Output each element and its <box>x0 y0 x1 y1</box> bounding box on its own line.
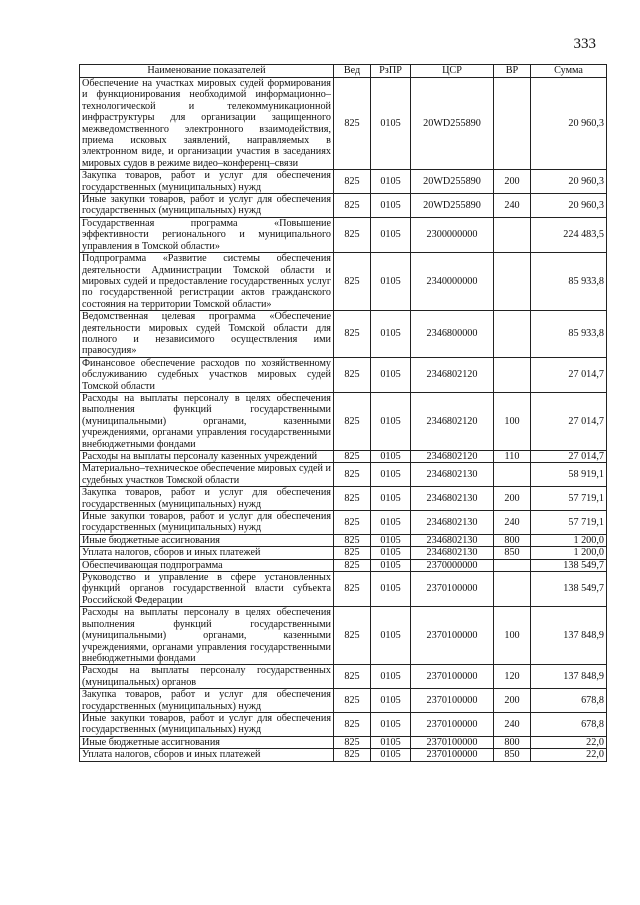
cell-vr: 120 <box>494 665 531 689</box>
cell-csr: 2370100000 <box>411 736 494 748</box>
column-header-sum: Сумма <box>531 65 607 78</box>
cell-csr: 2346802130 <box>411 487 494 511</box>
cell-csr: 20WD255890 <box>411 78 494 170</box>
cell-ved: 825 <box>334 253 371 311</box>
table-row <box>80 217 607 252</box>
cell-rzpr: 0105 <box>371 547 411 559</box>
cell-sum: 1 200,0 <box>531 534 607 546</box>
budget-table <box>79 64 607 762</box>
cell-rzpr: 0105 <box>371 749 411 761</box>
cell-rzpr: 0105 <box>371 712 411 736</box>
cell-sum: 224 483,5 <box>531 217 607 252</box>
cell-sum: 137 848,9 <box>531 665 607 689</box>
cell-ved: 825 <box>334 170 371 194</box>
cell-rzpr: 0105 <box>371 392 411 450</box>
cell-csr: 2346800000 <box>411 311 494 358</box>
cell-rzpr: 0105 <box>371 572 411 607</box>
cell-vr <box>494 357 531 392</box>
cell-vr: 200 <box>494 689 531 713</box>
cell-csr: 2370100000 <box>411 665 494 689</box>
cell-csr: 2370100000 <box>411 749 494 761</box>
cell-ved: 825 <box>334 357 371 392</box>
cell-vr: 850 <box>494 749 531 761</box>
cell-ved: 825 <box>334 463 371 487</box>
table-row <box>80 559 607 571</box>
cell-sum: 85 933,8 <box>531 253 607 311</box>
cell-ved: 825 <box>334 736 371 748</box>
cell-csr: 20WD255890 <box>411 170 494 194</box>
cell-name: Финансовое обеспечение расходов по хозяйственному обслуживанию судебных участков мировых судей Томской области <box>80 357 334 392</box>
table-row <box>80 689 607 713</box>
column-header-csr: ЦСР <box>411 65 494 78</box>
cell-sum: 85 933,8 <box>531 311 607 358</box>
table-row <box>80 78 607 170</box>
column-header-name: Наименование показателей <box>80 65 334 78</box>
cell-csr: 2370000000 <box>411 559 494 571</box>
page-number: 333 <box>573 36 596 52</box>
table-row <box>80 357 607 392</box>
cell-ved: 825 <box>334 451 371 463</box>
cell-vr: 100 <box>494 392 531 450</box>
cell-vr: 100 <box>494 607 531 665</box>
cell-sum: 27 014,7 <box>531 451 607 463</box>
table-row <box>80 463 607 487</box>
cell-ved: 825 <box>334 487 371 511</box>
cell-rzpr: 0105 <box>371 689 411 713</box>
column-header-ved: Вед <box>334 65 371 78</box>
cell-sum: 138 549,7 <box>531 559 607 571</box>
cell-sum: 20 960,3 <box>531 194 607 218</box>
cell-vr: 200 <box>494 487 531 511</box>
cell-name: Подпрограмма «Развитие системы обеспечения деятельности Администрации Томской области и мировых судей и предоставление государственных услуг по государственной регистрации актов гражданского состояния на территории Томской области» <box>80 253 334 311</box>
cell-ved: 825 <box>334 607 371 665</box>
cell-name: Иные закупки товаров, работ и услуг для обеспечения государственных (муниципальных) нужд <box>80 194 334 218</box>
cell-ved: 825 <box>334 511 371 535</box>
table-row <box>80 253 607 311</box>
cell-sum: 1 200,0 <box>531 547 607 559</box>
table-row <box>80 607 607 665</box>
cell-ved: 825 <box>334 392 371 450</box>
table-row <box>80 712 607 736</box>
cell-ved: 825 <box>334 665 371 689</box>
table-row <box>80 572 607 607</box>
cell-vr: 240 <box>494 712 531 736</box>
cell-ved: 825 <box>334 534 371 546</box>
cell-csr: 2300000000 <box>411 217 494 252</box>
table-row <box>80 736 607 748</box>
cell-vr <box>494 463 531 487</box>
cell-name: Руководство и управление в сфере установленных функций органов государственной власти субъекта Российской Федерации <box>80 572 334 607</box>
cell-rzpr: 0105 <box>371 534 411 546</box>
cell-rzpr: 0105 <box>371 253 411 311</box>
cell-vr <box>494 572 531 607</box>
cell-sum: 678,8 <box>531 712 607 736</box>
cell-sum: 57 719,1 <box>531 511 607 535</box>
table-row <box>80 487 607 511</box>
table-row <box>80 665 607 689</box>
cell-rzpr: 0105 <box>371 559 411 571</box>
cell-name: Ведомственная целевая программа «Обеспечение деятельности мировых судей Томской области для полного и независимого осуществления ими правосудия» <box>80 311 334 358</box>
cell-csr: 2346802120 <box>411 392 494 450</box>
cell-sum: 137 848,9 <box>531 607 607 665</box>
cell-ved: 825 <box>334 572 371 607</box>
table-row <box>80 311 607 358</box>
cell-sum: 138 549,7 <box>531 572 607 607</box>
cell-name: Расходы на выплаты персоналу казенных учреждений <box>80 451 334 463</box>
cell-rzpr: 0105 <box>371 78 411 170</box>
table-row <box>80 511 607 535</box>
cell-ved: 825 <box>334 689 371 713</box>
cell-name: Закупка товаров, работ и услуг для обеспечения государственных (муниципальных) нужд <box>80 170 334 194</box>
table-body <box>80 78 607 762</box>
table-row <box>80 170 607 194</box>
cell-name: Расходы на выплаты персоналу в целях обеспечения выполнения функций государственными (муниципальными) органами, казенными учреждениями, органами управления государственными внебюджетными фондами <box>80 392 334 450</box>
cell-csr: 2346802120 <box>411 357 494 392</box>
cell-csr: 2370100000 <box>411 607 494 665</box>
cell-sum: 20 960,3 <box>531 170 607 194</box>
cell-name: Расходы на выплаты персоналу государственных (муниципальных) органов <box>80 665 334 689</box>
table-row <box>80 392 607 450</box>
cell-sum: 27 014,7 <box>531 357 607 392</box>
cell-name: Закупка товаров, работ и услуг для обеспечения государственных (муниципальных) нужд <box>80 487 334 511</box>
cell-name: Обеспечение на участках мировых судей формирования и функционирования необходимой информационно–технологической и телекоммуникационной инфраструктуры для организации защищенного межведомственного электронного взаимодействия, приема исковых заявлений, направляемых в электронном виде, и организации участия в заседаниях мировых судов в режиме видео–конференц–связи <box>80 78 334 170</box>
cell-name: Закупка товаров, работ и услуг для обеспечения государственных (муниципальных) нужд <box>80 689 334 713</box>
cell-csr: 2370100000 <box>411 689 494 713</box>
table-row <box>80 194 607 218</box>
cell-vr: 850 <box>494 547 531 559</box>
cell-csr: 2340000000 <box>411 253 494 311</box>
cell-ved: 825 <box>334 547 371 559</box>
cell-name: Иные бюджетные ассигнования <box>80 736 334 748</box>
cell-ved: 825 <box>334 559 371 571</box>
column-header-rzpr: РзПР <box>371 65 411 78</box>
cell-csr: 20WD255890 <box>411 194 494 218</box>
cell-csr: 2346802120 <box>411 451 494 463</box>
cell-rzpr: 0105 <box>371 736 411 748</box>
cell-vr <box>494 559 531 571</box>
cell-rzpr: 0105 <box>371 170 411 194</box>
cell-rzpr: 0105 <box>371 463 411 487</box>
cell-rzpr: 0105 <box>371 357 411 392</box>
cell-sum: 57 719,1 <box>531 487 607 511</box>
cell-vr: 240 <box>494 194 531 218</box>
cell-ved: 825 <box>334 194 371 218</box>
cell-csr: 2346802130 <box>411 547 494 559</box>
table-row <box>80 451 607 463</box>
cell-ved: 825 <box>334 712 371 736</box>
cell-vr: 800 <box>494 534 531 546</box>
cell-sum: 20 960,3 <box>531 78 607 170</box>
table-row <box>80 547 607 559</box>
column-header-vr: ВР <box>494 65 531 78</box>
cell-csr: 2370100000 <box>411 572 494 607</box>
cell-vr: 110 <box>494 451 531 463</box>
cell-csr: 2346802130 <box>411 463 494 487</box>
cell-vr: 200 <box>494 170 531 194</box>
cell-vr <box>494 78 531 170</box>
cell-vr <box>494 217 531 252</box>
table-header-row <box>80 65 607 78</box>
cell-vr <box>494 311 531 358</box>
cell-csr: 2346802130 <box>411 534 494 546</box>
cell-csr: 2346802130 <box>411 511 494 535</box>
table-row <box>80 749 607 761</box>
cell-sum: 678,8 <box>531 689 607 713</box>
cell-vr: 240 <box>494 511 531 535</box>
cell-ved: 825 <box>334 217 371 252</box>
cell-sum: 27 014,7 <box>531 392 607 450</box>
cell-rzpr: 0105 <box>371 665 411 689</box>
cell-name: Уплата налогов, сборов и иных платежей <box>80 547 334 559</box>
cell-vr: 800 <box>494 736 531 748</box>
cell-rzpr: 0105 <box>371 217 411 252</box>
cell-rzpr: 0105 <box>371 607 411 665</box>
cell-name: Обеспечивающая подпрограмма <box>80 559 334 571</box>
cell-name: Расходы на выплаты персоналу в целях обеспечения выполнения функций государственными (муниципальными) органами, казенными учреждениями, органами управления государственными внебюджетными фондами <box>80 607 334 665</box>
table-row <box>80 534 607 546</box>
cell-rzpr: 0105 <box>371 194 411 218</box>
cell-name: Материально–техническое обеспечение мировых судей и судебных участков Томской области <box>80 463 334 487</box>
cell-rzpr: 0105 <box>371 311 411 358</box>
cell-name: Уплата налогов, сборов и иных платежей <box>80 749 334 761</box>
cell-sum: 22,0 <box>531 749 607 761</box>
cell-name: Иные закупки товаров, работ и услуг для обеспечения государственных (муниципальных) нужд <box>80 712 334 736</box>
cell-name: Иные закупки товаров, работ и услуг для обеспечения государственных (муниципальных) нужд <box>80 511 334 535</box>
cell-ved: 825 <box>334 749 371 761</box>
cell-sum: 22,0 <box>531 736 607 748</box>
cell-sum: 58 919,1 <box>531 463 607 487</box>
cell-csr: 2370100000 <box>411 712 494 736</box>
cell-rzpr: 0105 <box>371 487 411 511</box>
cell-vr <box>494 253 531 311</box>
cell-name: Иные бюджетные ассигнования <box>80 534 334 546</box>
cell-ved: 825 <box>334 311 371 358</box>
cell-name: Государственная программа «Повышение эффективности регионального и муниципального управления в Томской области» <box>80 217 334 252</box>
cell-rzpr: 0105 <box>371 511 411 535</box>
cell-rzpr: 0105 <box>371 451 411 463</box>
cell-ved: 825 <box>334 78 371 170</box>
